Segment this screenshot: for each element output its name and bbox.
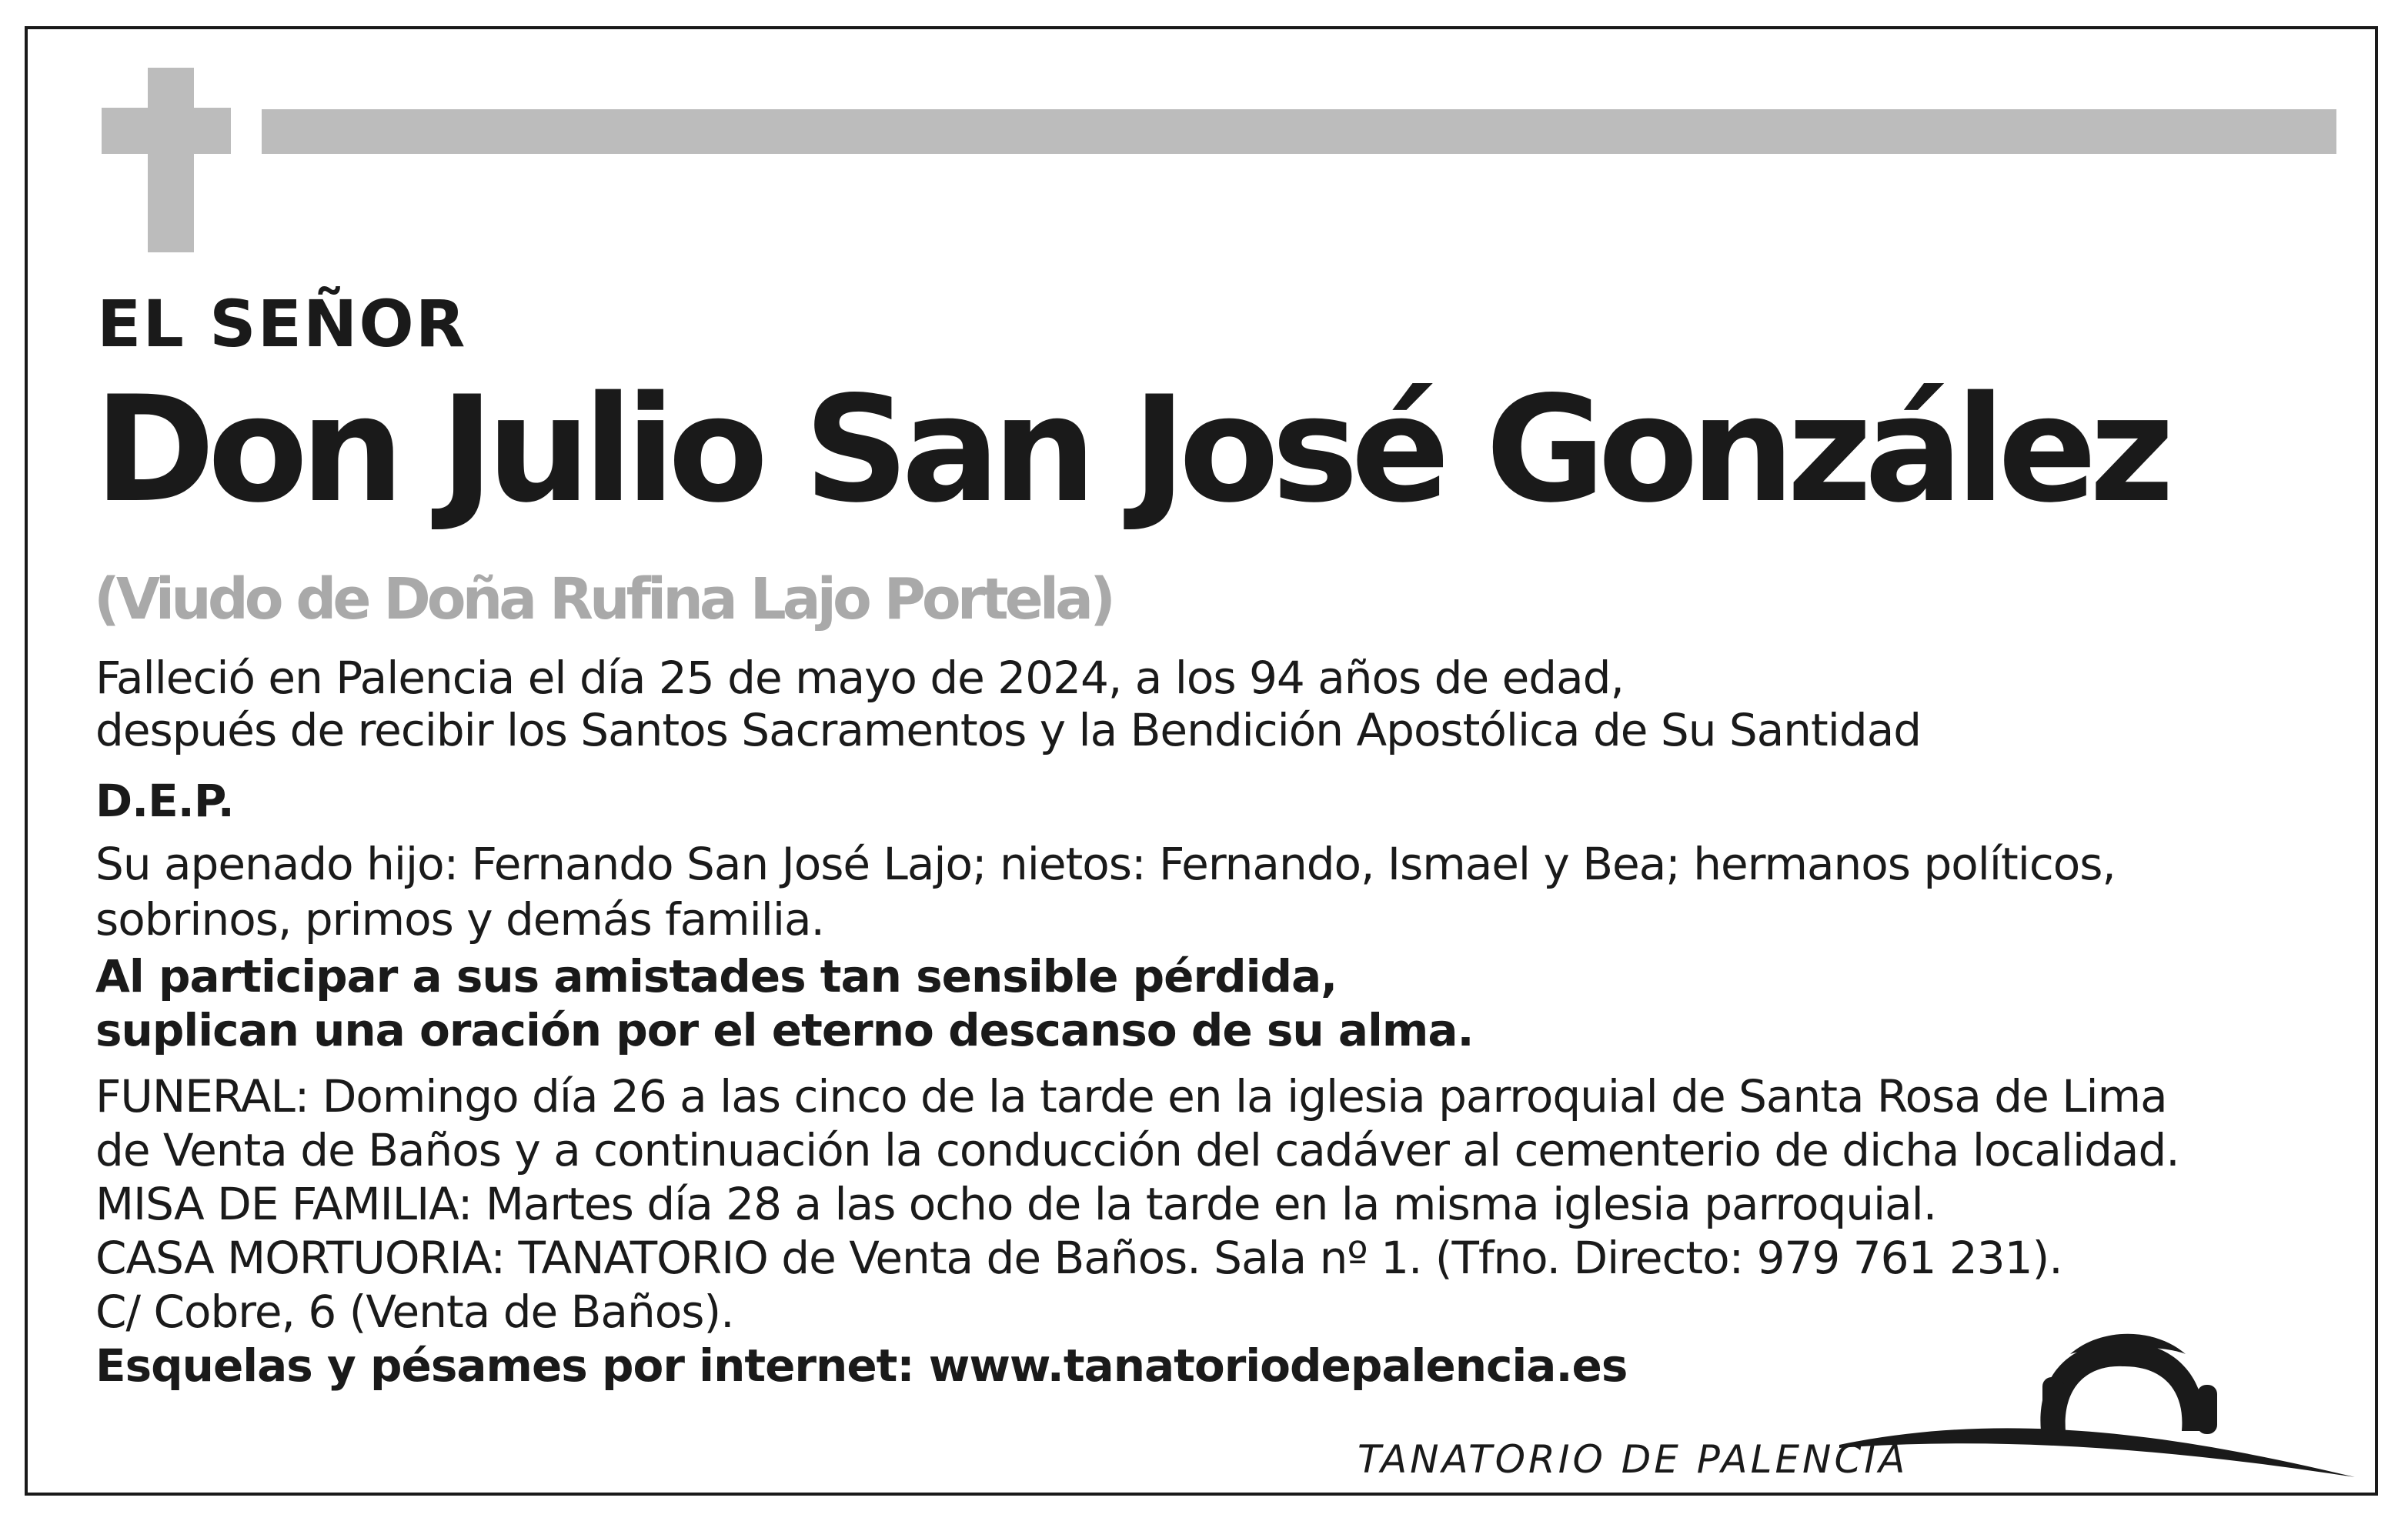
cross-vertical-bar [148, 68, 194, 252]
death-announcement-line-2: después de recibir los Santos Sacramentos y la Bendición Apostólica de Su Santidad [95, 704, 1922, 756]
rip-label: D.E.P. [95, 775, 234, 827]
logo-swoosh [1839, 1428, 2355, 1477]
honorific: EL SEÑOR [97, 286, 467, 362]
funeral-line-1: FUNERAL: Domingo día 26 a las cinco de la tarde en la iglesia parroquial de Santa Rosa de Lima [95, 1070, 2167, 1122]
logo-dome-right-pillar [2197, 1385, 2217, 1434]
request-line-1: Al participar a sus amistades tan sensible pérdida, [95, 950, 1338, 1002]
address-line: C/ Cobre, 6 (Venta de Baños). [95, 1286, 734, 1338]
logo-dome [2040, 1343, 2205, 1431]
logo-text: TANATORIO DE PALENCIA [1358, 1437, 1909, 1482]
top-decorative-bar [262, 109, 2336, 154]
relation-note: (Viudo de Doña Rufina Lajo Portela) [94, 566, 1112, 632]
deceased-name: Don Julio San José González [94, 365, 2167, 535]
cross-horizontal-bar [102, 108, 231, 154]
wake-location-line: CASA MORTUORIA: TANATORIO de Venta de Baños. Sala nº 1. (Tfno. Directo: 979 761 231). [95, 1232, 2062, 1284]
family-line-1: Su apenado hijo: Fernando San José Lajo; nietos: Fernando, Ismael y Bea; hermanos políticos, [95, 838, 2116, 890]
funeral-line-2: de Venta de Baños y a continuación la conducción del cadáver al cementerio de dicha localidad. [95, 1124, 2179, 1176]
family-mass-line: MISA DE FAMILIA: Martes día 28 a las ocho de la tarde en la misma iglesia parroquial. [95, 1178, 1937, 1230]
death-announcement-line-1: Falleció en Palencia el día 25 de mayo de 2024, a los 94 años de edad, [95, 652, 1624, 704]
website-line: Esquelas y pésames por internet: www.tanatoriodepalencia.es [95, 1339, 1628, 1392]
request-line-2: suplican una oración por el eterno descanso de su alma. [95, 1004, 1474, 1056]
family-line-2: sobrinos, primos y demás familia. [95, 893, 824, 946]
logo-dome-left-pillar [2042, 1377, 2064, 1431]
